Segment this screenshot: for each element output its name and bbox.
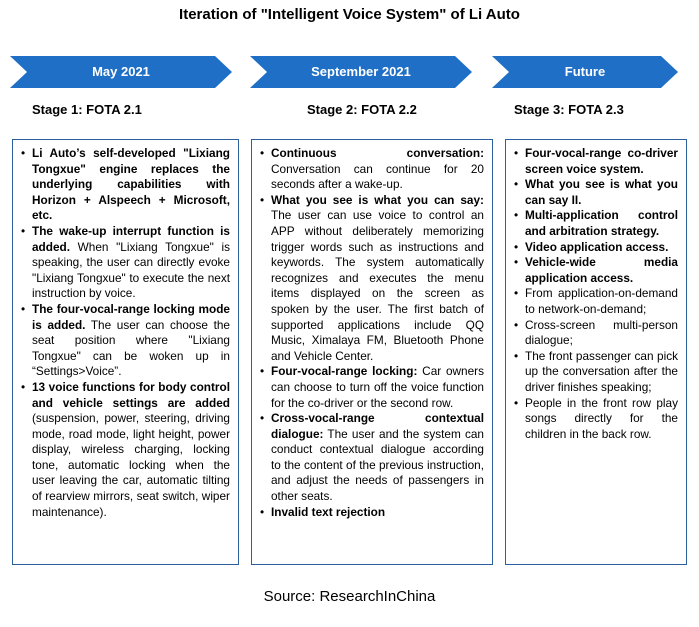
period-label: September 2021 (311, 64, 411, 79)
feature-item (260, 364, 484, 411)
stage-box-1 (12, 139, 239, 565)
feature-item (514, 240, 678, 256)
feature-item-bold: The wake-up interrupt function is added. (32, 223, 230, 254)
feature-item-bold: What you see is what you can say II. (525, 177, 678, 207)
feature-item (21, 380, 230, 520)
feature-item-text: (suspension, power, steering, driving mode, road mode, light height, power display, wireless charging, locking tone, automatic locking when the user leaving the car, automatic tilting of rearview mirrors, seat switch, wiper maintenance). (32, 411, 230, 519)
feature-item (260, 193, 484, 365)
diagram-title: Iteration of "Intelligent Voice System" of Li Auto (179, 6, 520, 23)
feature-list (260, 146, 484, 520)
feature-item (514, 208, 678, 239)
feature-item-bold: Four-vocal-range co-driver screen voice system. (525, 146, 678, 176)
feature-item (514, 177, 678, 208)
period-arrow-3 (492, 56, 678, 88)
feature-item-text: People in the front row play songs directly for the children in the back row. (525, 395, 678, 441)
stage-box-2 (251, 139, 493, 565)
stage-heading-1: Stage 1: FOTA 2.1 (32, 102, 142, 117)
stage-heading-3: Stage 3: FOTA 2.3 (514, 102, 624, 117)
stage-box-3 (505, 139, 687, 565)
feature-item (21, 146, 230, 224)
feature-item-bold: Four-vocal-range locking: (271, 364, 418, 379)
feature-item (514, 396, 678, 443)
feature-item-text: The user can choose the seat position where "Lixiang Tongxue" can be woken up in “Settings>Voice”. (32, 317, 230, 379)
feature-item-text: From application-on-demand to network-on-demand; (525, 286, 678, 316)
period-label: May 2021 (92, 64, 150, 79)
feature-item (260, 411, 484, 505)
feature-item (260, 505, 484, 521)
period-arrow-1 (10, 56, 232, 88)
feature-item-text: Cross-screen multi-person dialogue; (525, 317, 678, 348)
stage-heading-2: Stage 2: FOTA 2.2 (307, 102, 417, 117)
feature-item (514, 318, 678, 349)
feature-item-bold: Cross-vocal-range contextual dialogue: (271, 411, 484, 441)
period-arrow-2 (250, 56, 472, 88)
feature-item-bold: Vehicle-wide media application access. (525, 255, 678, 285)
source-note: Source: ResearchInChina (263, 588, 436, 605)
feature-item-bold: The four-vocal-range locking mode is added. (32, 301, 230, 332)
feature-item-bold: What you see is what you can say: (271, 192, 484, 207)
feature-item (260, 146, 484, 193)
feature-item-text: Car owners can choose to turn off the voice function for the co-driver or the second row. (271, 364, 484, 410)
feature-item (21, 224, 230, 302)
feature-item (514, 146, 678, 177)
feature-item-text: The user and the system can conduct contextual dialogue according to the content of the previous instruction, and adjust the needs of passengers in other seats. (271, 426, 484, 504)
feature-list (21, 146, 230, 520)
feature-item (21, 302, 230, 380)
feature-item-text: The front passenger can pick up the conversation after the driver finishes speaking; (525, 348, 678, 394)
feature-item (514, 255, 678, 286)
period-label: Future (564, 64, 606, 79)
feature-item-text: When "Lixiang Tongxue" is speaking, the user can directly evoke "Lixiang Tongxue" to execute the next instruction by voice. (32, 239, 230, 301)
feature-item-bold: Video application access. (525, 239, 669, 254)
feature-item-bold: Multi-application control and arbitration strategy. (525, 208, 678, 238)
feature-item (514, 349, 678, 396)
feature-item-bold: Continuous conversation: (271, 146, 484, 160)
feature-item (514, 286, 678, 317)
feature-item-text: Conversation can continue for 20 seconds after a wake-up. (271, 161, 484, 192)
feature-item-text: The user can use voice to control an APP without deliberately memorizing trigger words such as instructions and keywords. The system automatically recognizes and executes the menu items displayed on the screen as spoken by the user. The first batch of supported applications include QQ Music, Ximalaya FM, Bluetooth Phone and Vehicle Center. (271, 208, 484, 363)
feature-item-bold: Invalid text rejection (271, 504, 386, 519)
feature-item-bold: 13 voice functions for body control and vehicle settings are added (32, 379, 230, 410)
feature-list (514, 146, 678, 442)
feature-item-bold: Li Auto’s self-developed "Lixiang Tongxue" engine replaces the underlying capabilities with Horizon + Alspeech + Microsoft, etc. (32, 146, 230, 223)
